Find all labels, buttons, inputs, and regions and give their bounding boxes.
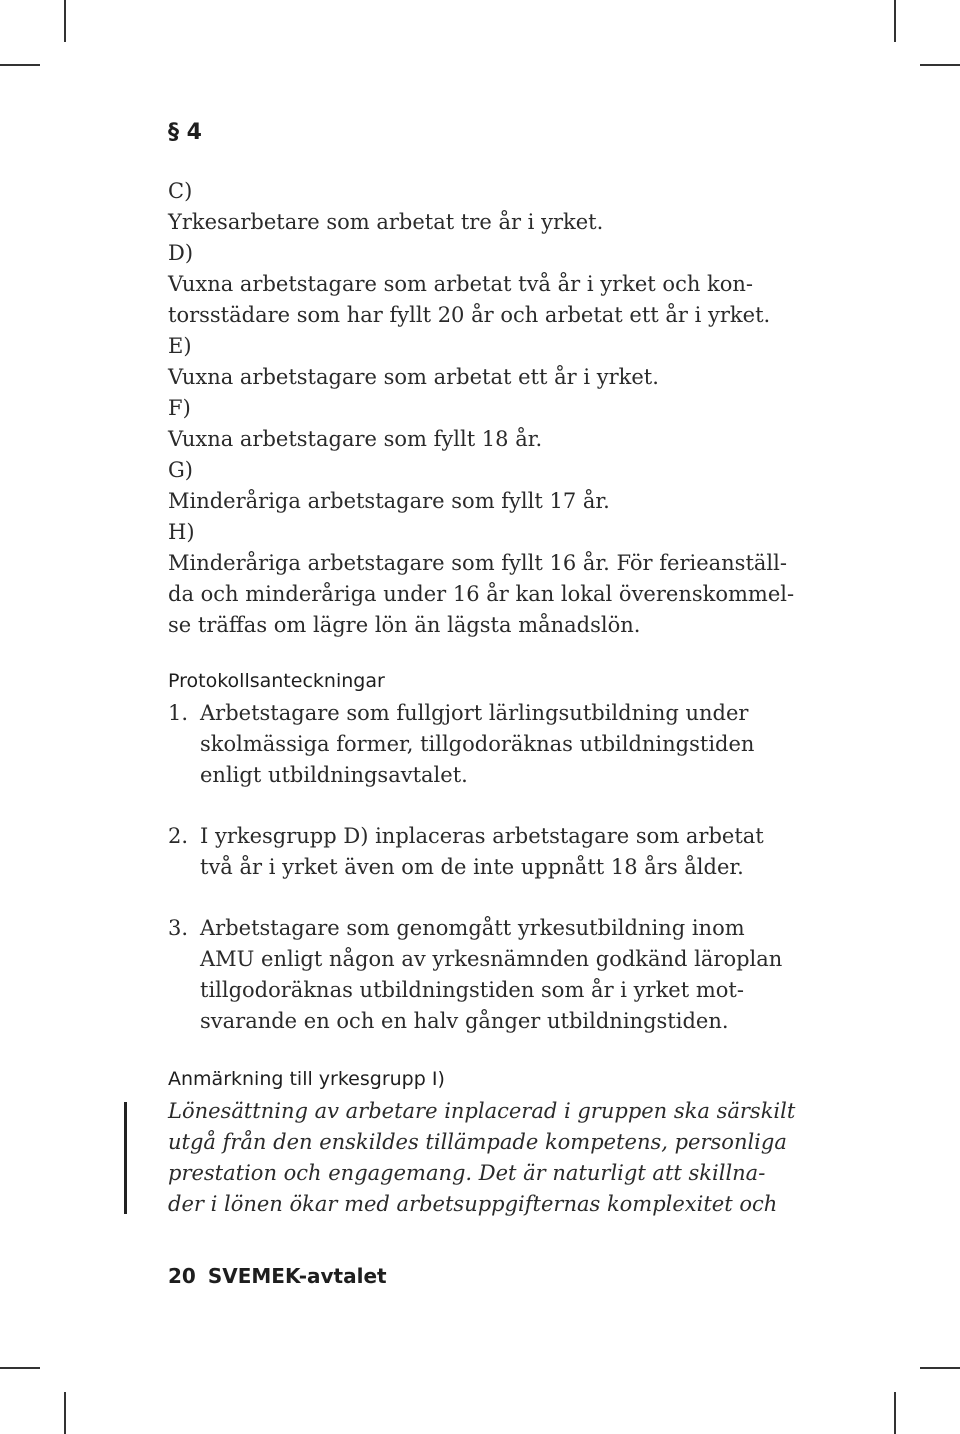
crop-mark	[64, 1392, 66, 1434]
note-text: skolmässiga former, tillgodoräknas utbildningstiden	[200, 732, 755, 756]
note-text: Arbetstagare som genomgått yrkesutbildning inom	[200, 916, 745, 940]
remark-text: der i lönen ökar med arbetsuppgifternas komplexitet och	[168, 1192, 778, 1216]
group-label: E)	[168, 334, 192, 358]
crop-mark	[894, 0, 896, 42]
note-text: I yrkesgrupp D) inplaceras arbetstagare som arbetat	[200, 824, 764, 848]
protocol-heading: Protokollsanteckningar	[168, 670, 385, 692]
group-label: G)	[168, 458, 193, 482]
footer-title: SVEMEK-avtalet	[207, 1264, 387, 1288]
note-text: Arbetstagare som fullgjort lärlingsutbildning under	[200, 701, 749, 725]
remark-text: utgå från den enskildes tillämpade kompetens, personliga	[168, 1130, 787, 1154]
group-label: C)	[168, 179, 193, 203]
change-bar	[124, 1102, 127, 1214]
note-number: 2.	[168, 824, 189, 848]
note-text: tillgodoräknas utbildningstiden som år i yrket mot-	[200, 978, 744, 1002]
group-text: Vuxna arbetstagare som arbetat ett år i yrket.	[168, 365, 659, 389]
remark-text: prestation och engagemang. Det är naturligt att skillna-	[168, 1161, 766, 1185]
remark-text: Lönesättning av arbetare inplacerad i gruppen ska särskilt	[168, 1099, 796, 1123]
note-text: AMU enligt någon av yrkesnämnden godkänd läroplan	[200, 947, 783, 971]
group-text: Vuxna arbetstagare som arbetat två år i yrket och kon-	[168, 272, 754, 296]
note-text: enligt utbildningsavtalet.	[200, 763, 468, 787]
group-label: D)	[168, 241, 194, 265]
page-number: 20	[168, 1264, 196, 1288]
group-label: F)	[168, 396, 191, 420]
crop-mark	[894, 1392, 896, 1434]
group-text: Minderåriga arbetstagare som fyllt 17 år.	[168, 489, 610, 513]
page-footer	[168, 1264, 399, 1288]
crop-mark	[64, 0, 66, 42]
crop-mark	[0, 64, 40, 66]
group-text: Minderåriga arbetstagare som fyllt 16 år. För ferieanställ-	[168, 551, 787, 575]
crop-mark	[920, 64, 960, 66]
group-text: da och minderåriga under 16 år kan lokal överenskommel-	[168, 582, 795, 606]
crop-mark	[920, 1367, 960, 1369]
note-text: två år i yrket även om de inte uppnått 18 års ålder.	[200, 855, 744, 879]
note-number: 3.	[168, 916, 189, 940]
crop-mark	[0, 1367, 40, 1369]
group-label: H)	[168, 520, 195, 544]
note-text: svarande en och en halv gånger utbildningstiden.	[200, 1009, 729, 1033]
group-text: se träffas om lägre lön än lägsta månadslön.	[168, 613, 641, 637]
remark-heading: Anmärkning till yrkesgrupp I)	[168, 1068, 445, 1090]
section-title: § 4	[168, 120, 202, 145]
group-text: torsstädare som har fyllt 20 år och arbetat ett år i yrket.	[168, 303, 771, 327]
note-number: 1.	[168, 701, 189, 725]
group-text: Yrkesarbetare som arbetat tre år i yrket.	[168, 210, 604, 234]
group-text: Vuxna arbetstagare som fyllt 18 år.	[168, 427, 543, 451]
